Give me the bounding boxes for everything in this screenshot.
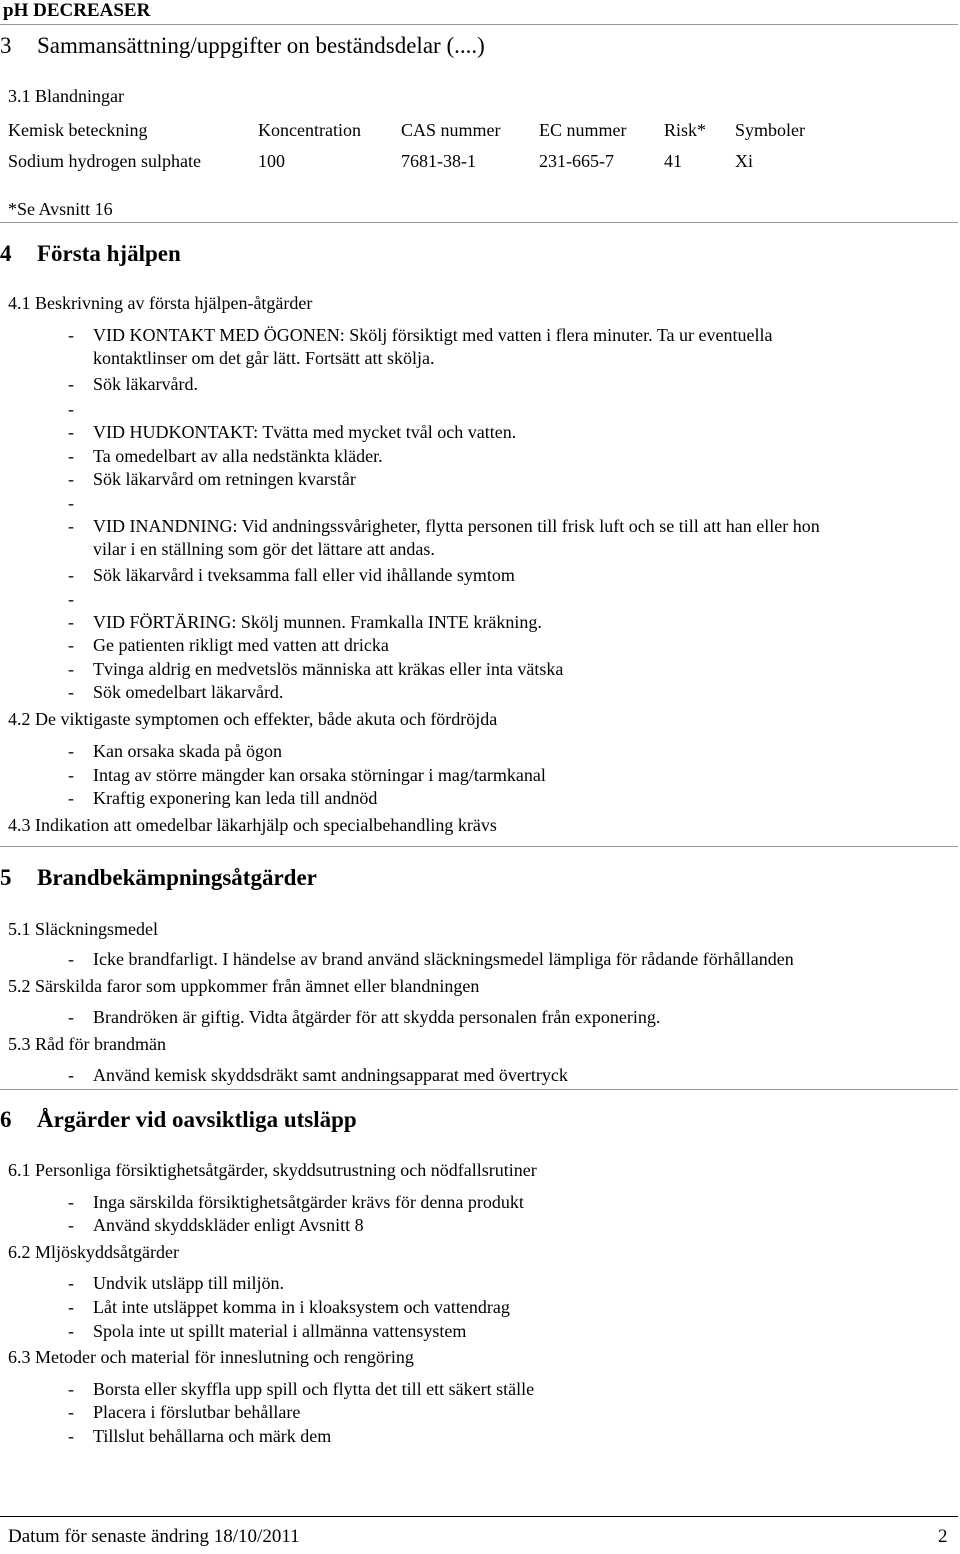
header-divider	[0, 24, 958, 25]
table-cell: Xi	[735, 151, 753, 171]
bullet-dash: -	[68, 493, 74, 513]
section-divider	[0, 1089, 958, 1090]
bullet-dash: -	[68, 788, 74, 808]
subsection-4-3: 4.3 Indikation att omedelbar läkarhjälp och specialbehandling krävs	[8, 815, 497, 835]
bullet-dash: -	[68, 1402, 74, 1422]
bullet-dash: -	[68, 659, 74, 679]
bullet-dash: -	[68, 589, 74, 609]
table-cell: 7681-38-1	[401, 151, 476, 171]
bullet-dash: -	[68, 516, 74, 536]
bullet-dash: -	[68, 1007, 74, 1027]
bullet-dash: -	[68, 1215, 74, 1235]
bullet-dash: -	[68, 469, 74, 489]
section-title: Brandbekämpningsåtgärder	[37, 865, 317, 890]
footer-date: Datum för senaste ändring 18/10/2011	[8, 1526, 300, 1547]
product-name: pH DECREASER	[3, 0, 151, 21]
section-5-heading	[0, 864, 960, 894]
section-number: 4	[0, 241, 12, 266]
subsection-3-1: 3.1 Blandningar	[8, 86, 124, 106]
bullet-dash: -	[68, 765, 74, 785]
bullet-dash: -	[68, 1297, 74, 1317]
table-cell: 231-665-7	[539, 151, 614, 171]
table-header-concentration: Koncentration	[258, 120, 361, 140]
section-title: Sammansättning/uppgifter on beständsdelar (....)	[37, 33, 485, 58]
section-number: 3	[0, 33, 12, 58]
bullet-dash: -	[68, 565, 74, 585]
subsection-5-1: 5.1 Släckningsmedel	[8, 919, 158, 939]
subsection-6-2: 6.2 Mljöskyddsåtgärder	[8, 1242, 179, 1262]
bullet-dash: -	[68, 949, 74, 969]
section-title: Första hjälpen	[37, 241, 181, 266]
section-divider	[0, 222, 958, 223]
bullet-dash: -	[68, 422, 74, 442]
bullet-dash: -	[68, 325, 74, 345]
bullet-dash: -	[68, 446, 74, 466]
section-3-heading	[0, 32, 960, 62]
table-cell: 100	[258, 151, 285, 171]
section-divider	[0, 846, 958, 847]
bullet-dash: -	[68, 1379, 74, 1399]
bullet-dash: -	[68, 1321, 74, 1341]
bullet-dash: -	[68, 399, 74, 419]
subsection-4-1: 4.1 Beskrivning av första hjälpen-åtgärder	[8, 293, 313, 313]
section-4-heading	[0, 240, 960, 270]
bullet-dash: -	[68, 1273, 74, 1293]
table-header-symbols: Symboler	[735, 120, 805, 140]
bullet-dash: -	[68, 682, 74, 702]
footer-page-number: 2	[938, 1526, 948, 1547]
bullet-dash: -	[68, 741, 74, 761]
section-number: 6	[0, 1107, 12, 1132]
table-cell: Sodium hydrogen sulphate	[8, 151, 201, 171]
subsection-5-3: 5.3 Råd för brandmän	[8, 1034, 166, 1054]
bullet-dash: -	[68, 1426, 74, 1446]
subsection-6-3: 6.3 Metoder och material för inneslutning och rengöring	[8, 1347, 414, 1367]
table-cell: 41	[664, 151, 682, 171]
table-header-chemical: Kemisk beteckning	[8, 120, 148, 140]
table-header-cas: CAS nummer	[401, 120, 501, 140]
subsection-6-1: 6.1 Personliga försiktighetsåtgärder, skyddsutrustning och nödfallsrutiner	[8, 1160, 537, 1180]
avsnitt-note: *Se Avsnitt 16	[8, 199, 113, 219]
section-title: Årgärder vid oavsiktliga utsläpp	[37, 1107, 357, 1132]
bullet-dash: -	[68, 635, 74, 655]
section-number: 5	[0, 865, 12, 890]
bullet-dash: -	[68, 1065, 74, 1085]
section-6-heading	[0, 1106, 960, 1136]
subsection-4-2: 4.2 De viktigaste symptomen och effekter, både akuta och fördröjda	[8, 709, 498, 729]
table-header-risk: Risk*	[664, 120, 707, 140]
footer-divider	[0, 1516, 958, 1517]
bullet-dash: -	[68, 1192, 74, 1212]
bullet-dash: -	[68, 612, 74, 632]
bullet-dash: -	[68, 374, 74, 394]
subsection-5-2: 5.2 Särskilda faror som uppkommer från ämnet eller blandningen	[8, 976, 480, 996]
table-header-ec: EC nummer	[539, 120, 627, 140]
